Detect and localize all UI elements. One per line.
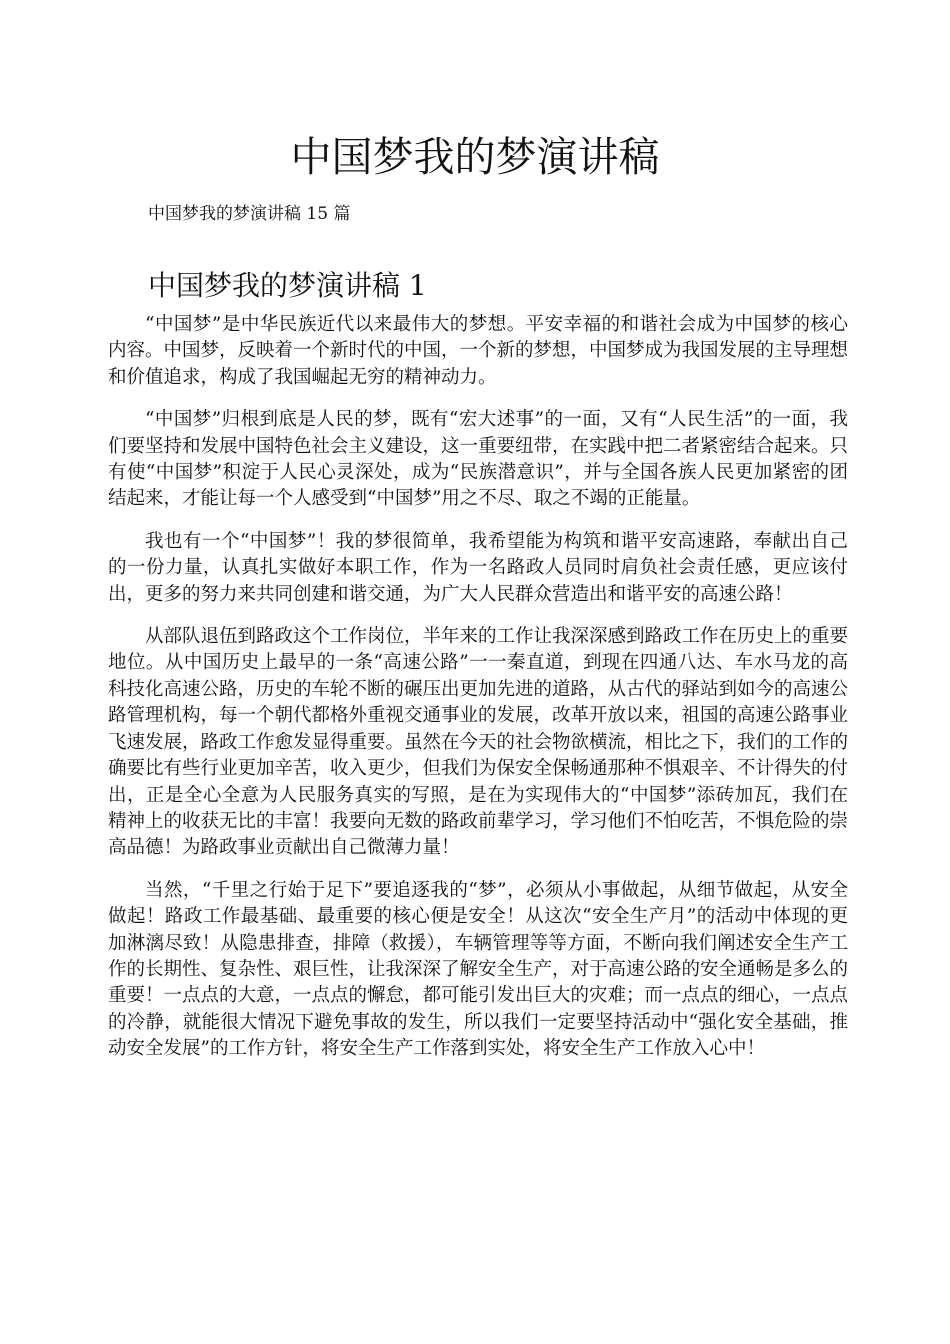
paragraph: 我也有一个“中国梦”！我的梦很简单，我希望能为构筑和谐平安高速路，奉献出自己的一份力量，认真扎实做好本职工作，作为一名路政人员同时肩负社会责任感，更应该付出，更多的努力来共同创建和谐交通，为广大人民群众营造出和谐平安的高速公路！: [108, 530, 848, 605]
section-heading: 中国梦我的梦演讲稿 1: [148, 269, 427, 303]
paragraph: 当然，“千里之行始于足下”要追逐我的“梦”，必须从小事做起，从细节做起，从安全做起！路政工作最基础、最重要的核心便是安全！从这次“安全生产月”的活动中体现的更加淋漓尽致！从隐患排查，排障（救援），车辆管理等等方面，不断向我们阐述安全生产工作的长期性、复杂性、艰巨性，让我深深了解安全生产，对于高速公路的安全通畅是多么的重要！一点点的大意，一点点的懈怠，都可能引发出巨大的灾难；而一点点的细心，一点点的冷静，就能很大情况下避免事故的发生，所以我们一定要坚持活动中“强化安全基础，推动安全发展”的工作方针，将安全生产工作落到实处，将安全生产工作放入心中！: [108, 879, 849, 1060]
document-title: 中国梦我的梦演讲稿: [290, 133, 660, 182]
paragraph: 从部队退伍到路政这个工作岗位，半年来的工作让我深深感到路政工作在历史上的重要地位。从中国历史上最早的一条“高速公路”一一秦直道，到现在四通八达、车水马龙的高科技化高速公路，历史的车轮不断的碾压出更加先进的道路，从古代的驿站到如今的高速公路管理机构，每一个朝代都格外重视交通事业的发展，改革开放以来，祖国的高速公路事业飞速发展，路政工作愈发显得重要。虽然在今天的社会物欲横流，相比之下，我们的工作的确要比有些行业更加辛苦，收入更少，但我们为保安全保畅通那种不惧艰辛、不计得失的付出，正是全心全意为人民服务真实的写照，是在为实现伟大的“中国梦”添砖加瓦，我们在精神上的收获无比的丰富！我要向无数的路政前辈学习，学习他们不怕吃苦，不惧危险的崇高品德！为路政事业贡献出自己微薄力量！: [108, 626, 849, 859]
document-body: [108, 312, 848, 1079]
document-subtitle: 中国梦我的梦演讲稿 15 篇: [148, 204, 351, 224]
paragraph: “中国梦”归根到底是人民的梦，既有“宏大述事”的一面，又有“人民生活”的一面，我们要坚持和发展中国特色社会主义建设，这一重要纽带，在实践中把二者紧密结合起来。只有使“中国梦”积淀于人民心灵深处，成为“民族潜意识”，并与全国各族人民更加紧密的团结起来，才能让每一个人感受到“中国梦”用之不尽、取之不竭的正能量。: [108, 409, 849, 510]
paragraph: “中国梦”是中华民族近代以来最伟大的梦想。平安幸福的和谐社会成为中国梦的核心内容。中国梦，反映着一个新时代的中国，一个新的梦想，中国梦成为我国发展的主导理想和价值追求，构成了我国崛起无穷的精神动力。: [108, 314, 849, 388]
